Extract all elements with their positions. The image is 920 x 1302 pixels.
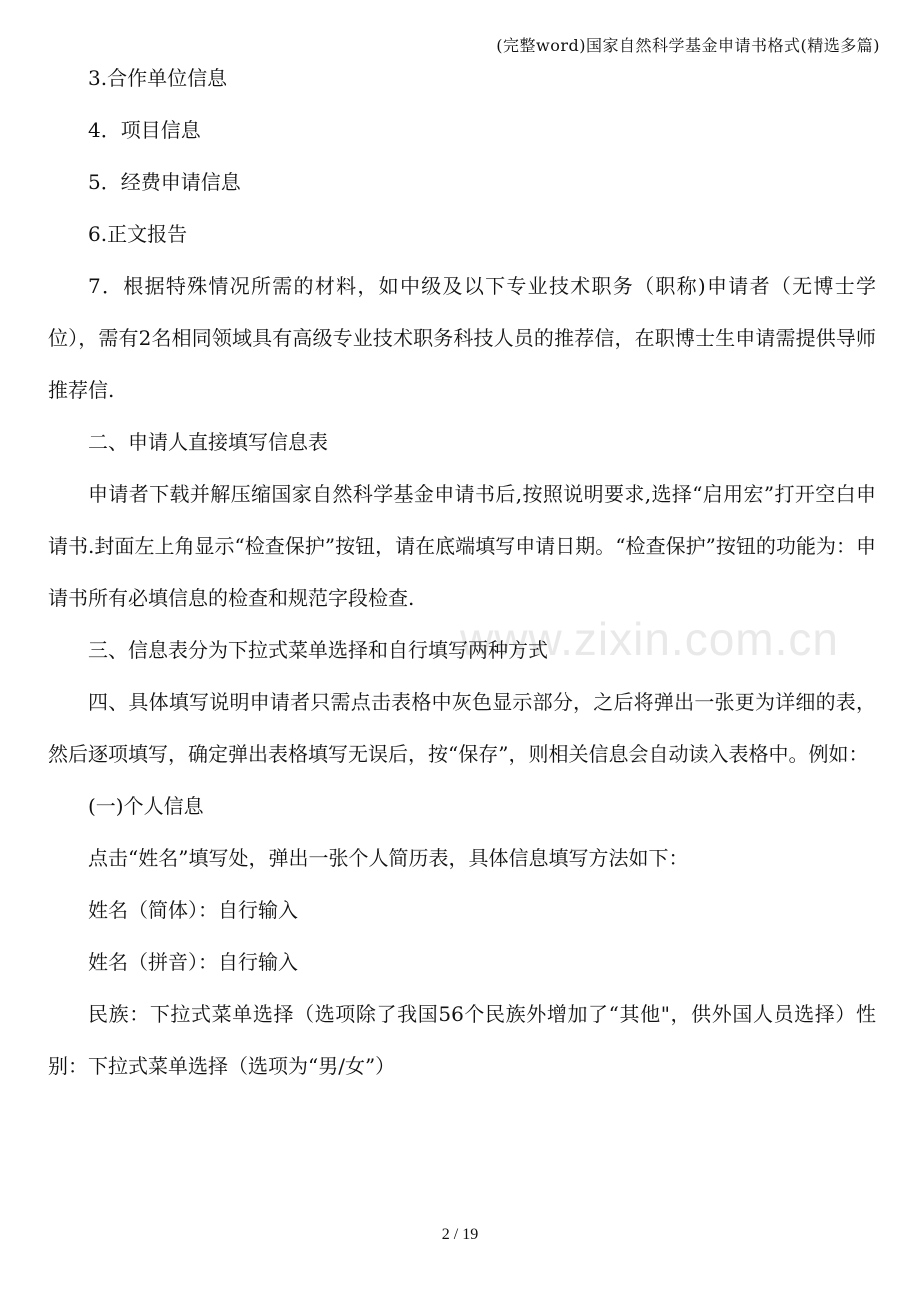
field-name-simplified: 姓名（简体）：自行输入 bbox=[88, 898, 298, 922]
section-heading-2: 二、申请人直接填写信息表 bbox=[88, 430, 328, 454]
paragraph-cooperation-unit: 3.合作单位信息 bbox=[88, 66, 228, 90]
paragraph-main-report: 6.正文报告 bbox=[88, 222, 188, 246]
subsection-personal-info: (一)个人信息 bbox=[88, 794, 204, 818]
paragraph-project-info: 4．项目信息 bbox=[88, 118, 201, 142]
document-body bbox=[48, 52, 876, 1092]
paragraph-download-instructions: 申请者下载并解压缩国家自然科学基金申请书后,按照说明要求,选择“启用宏”打开空白申请书.封面左上角显示“检查保护”按钮，请在底端填写申请日期。“检查保护”按钮的功能为：申请书所有必填信息的检查和规范字段检查. bbox=[48, 482, 876, 610]
field-name-pinyin: 姓名（拼音）：自行输入 bbox=[88, 950, 298, 974]
watermark: www.zixin.com.cn bbox=[460, 613, 839, 665]
paragraph-special-materials: 7．根据特殊情况所需的材料，如中级及以下专业技术职务（职称)申请者（无博士学位），需有2名相同领域具有高级专业技术职务科技人员的推荐信，在职博士生申请需提供导师推荐信. bbox=[48, 274, 876, 402]
section-heading-4: 四、具体填写说明申请者只需点击表格中灰色显示部分，之后将弹出一张更为详细的表，然后逐项填写，确定弹出表格填写无误后，按“保存”，则相关信息会自动读入表格中。例如： bbox=[48, 690, 876, 766]
paragraph-click-name: 点击“姓名”填写处，弹出一张个人简历表，具体信息填写方法如下： bbox=[88, 846, 689, 870]
field-ethnicity-gender: 民族：下拉式菜单选择（选项除了我国56个民族外增加了“其他"，供外国人员选择）性别：下拉式菜单选择（选项为“男/女”） bbox=[48, 1002, 876, 1078]
page-number: 2 / 19 bbox=[441, 1226, 479, 1243]
paragraph-funding-info: 5．经费申请信息 bbox=[88, 170, 241, 194]
section-heading-3: 三、信息表分为下拉式菜单选择和自行填写两种方式 bbox=[88, 638, 548, 662]
document-header: (完整word)国家自然科学基金申请书格式(精选多篇) bbox=[496, 36, 880, 55]
